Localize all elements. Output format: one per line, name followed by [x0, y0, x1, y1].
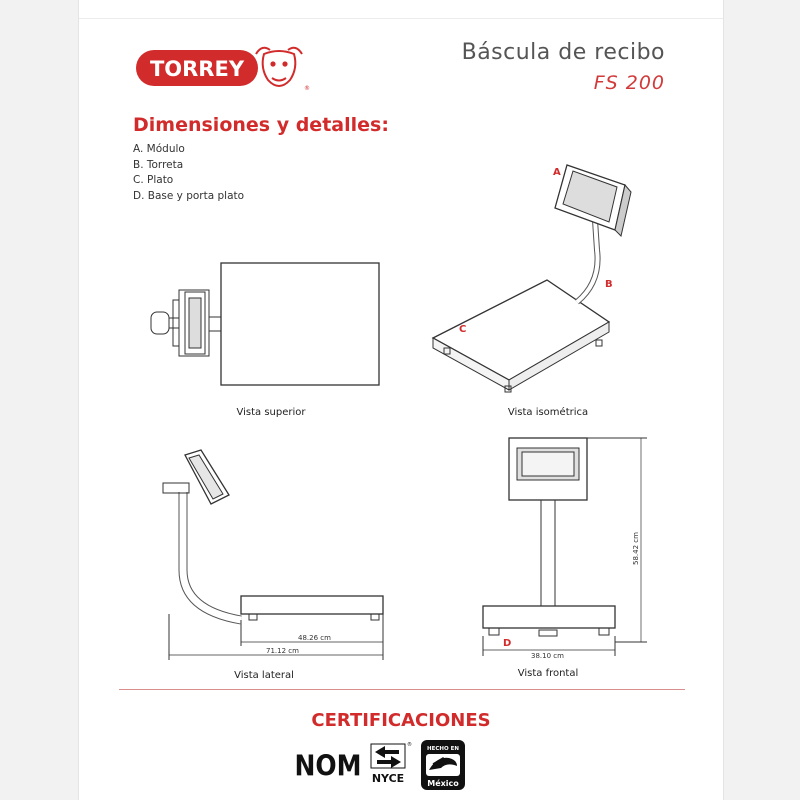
section-title: Dimensiones y detalles:: [133, 114, 389, 136]
list-item: B. Torreta: [133, 158, 184, 171]
list-item: C. Plato: [133, 174, 174, 186]
dim-total-length: 71.12 cm: [266, 647, 299, 655]
divider: [119, 689, 685, 690]
svg-text:®: ®: [304, 85, 310, 92]
caption-front-view: Vista frontal: [517, 668, 579, 679]
svg-text:NYCE: NYCE: [371, 772, 405, 785]
svg-text:México: México: [427, 779, 459, 788]
list-item: A. Módulo: [133, 143, 185, 155]
product-model: FS 200: [593, 72, 665, 94]
side-view-drawing: [163, 450, 383, 660]
iso-view-drawing: [433, 165, 631, 392]
top-view-drawing: [151, 263, 379, 385]
callout-d: D: [503, 638, 512, 649]
svg-text:®: ®: [407, 742, 412, 748]
spec-sheet: [78, 0, 724, 800]
brand-name: TORREY: [149, 57, 245, 81]
list-item: D. Base y porta plato: [133, 189, 245, 202]
eagle-icon: [426, 754, 460, 776]
nom-seal: [294, 740, 362, 784]
technical-drawings: [79, 0, 723, 800]
hecho-en-mexico-seal: [419, 740, 467, 792]
dim-width: 38.10 cm: [531, 652, 564, 660]
double-arrow-icon: [371, 744, 405, 768]
front-view-drawing: [483, 438, 647, 656]
caption-side-view: Vista lateral: [234, 670, 294, 681]
callout-b: B: [605, 279, 613, 290]
svg-text:NOM: NOM: [294, 750, 362, 784]
caption-iso-view: Vista isométrica: [507, 407, 589, 418]
nyce-seal: [365, 740, 411, 788]
callout-c: C: [459, 324, 467, 335]
dim-plate-length: 48.26 cm: [298, 634, 331, 642]
dim-total-height: 58.42 cm: [632, 532, 640, 565]
svg-text:HECHO EN: HECHO EN: [427, 746, 459, 752]
certifications-title: CERTIFICACIONES: [311, 710, 491, 731]
product-title: Báscula de recibo: [461, 40, 665, 65]
caption-top-view: Vista superior: [236, 407, 306, 418]
callout-a: A: [553, 167, 561, 178]
